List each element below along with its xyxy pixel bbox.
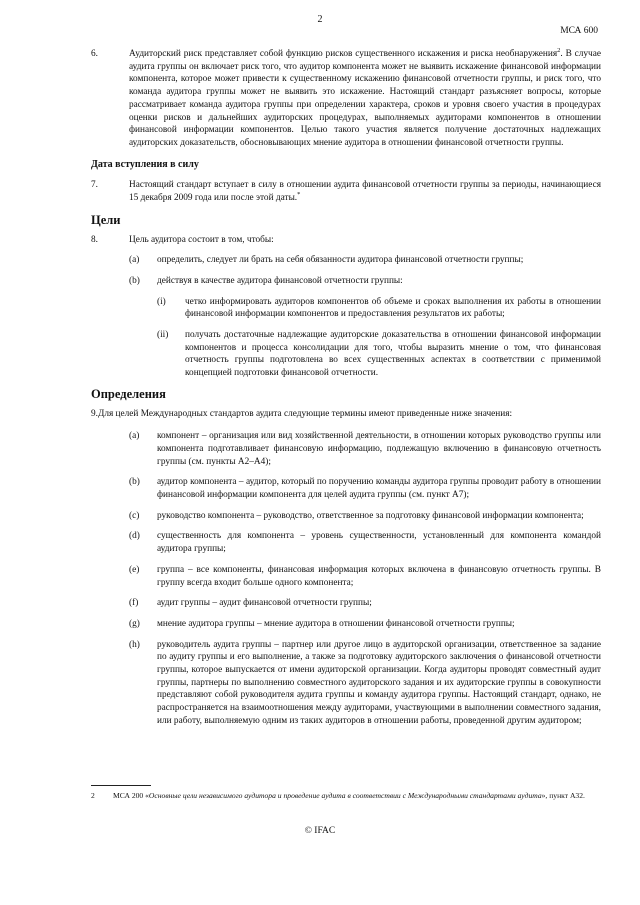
sub-list-item-label: (ii) (157, 329, 169, 340)
page-number: 2 (317, 14, 323, 25)
definition-text: аудитор компонента – аудитор, который по поручению команды аудитора группы проводит работу в отношении финансовой информации компонента для целей аудита группы (см. пункт A7); (157, 477, 601, 500)
definition-text: существенность для компонента – уровень существенности, установленный для компонента командой аудитора группы; (157, 531, 601, 555)
definition-item (129, 510, 601, 523)
definition-text: компонент – организация или вид хозяйственной деятельности, в отношении которых руководство группы или компонента подготавливает финансовую информацию, подлежащую включению в финансовую отчетность группы (см. пункты A2–A4); (157, 431, 601, 467)
definition-item (129, 530, 601, 555)
footnote (91, 791, 601, 801)
paragraph-8 (91, 234, 601, 247)
definition-item (129, 597, 601, 610)
definition-text: группа – все компоненты, финансовая информация которых включена в финансовую отчетность группы. В группу всегда входит больше одного компонента; (157, 564, 601, 588)
definition-label: (c) (129, 510, 140, 521)
paragraph-text-part: Настоящий стандарт вступает в силу в отношении аудита финансовой отчетности группы за периоды, начинающиеся 15 декабря 2009 года или после этой даты. (129, 180, 601, 204)
paragraph-7 (91, 179, 601, 204)
definition-item (129, 564, 601, 589)
footnote-divider (91, 785, 151, 786)
list-item (129, 275, 601, 288)
definition-label: (f) (129, 598, 139, 609)
definition-item (129, 430, 601, 468)
footnote-suffix: », пункт A32. (541, 791, 585, 800)
list-item-label: (b) (129, 275, 140, 286)
paragraph-6 (91, 48, 601, 150)
paragraph-number: 7. (91, 180, 98, 191)
document-code: МСА 600 (560, 26, 598, 36)
definition-item (129, 476, 601, 501)
sub-list-item-label: (i) (157, 296, 166, 307)
definition-label: (e) (129, 564, 140, 575)
definition-label: (b) (129, 477, 140, 488)
sub-list-item (157, 296, 601, 321)
section-heading-effective-date: Дата вступления в силу (91, 158, 199, 170)
paragraph-number: 6. (91, 49, 98, 59)
paragraph-text: Цель аудитора состоит в том, чтобы: (129, 235, 274, 246)
list-item-label: (a) (129, 255, 140, 266)
footnote-title: Основные цели независимого аудитора и проведение аудита в соответствии с Международными стандартами аудита (148, 791, 542, 800)
paragraph-text (129, 48, 601, 150)
page-content (91, 48, 601, 736)
paragraph-text-part: . В случае аудита группы он включает риск того, что аудитор компонента может не выявить искажение финансовой информации компонента, которое может привести к существенному искажению финансовой отчетности группы, и риск того, что команда аудитора группы может не выявить это искажение. Настоящий стандарт разъясняет вопросы, которые рассматривает команда аудитора группы при определении характера, сроков и уровня своего участия в процедурах оценки рисков и дальнейших аудиторских процедурах, выполняемых аудиторами компонентов в отношении финансовой информации компонентов. Целью такого участия является получение достаточных надлежащих аудиторских доказательств, обосновывающих мнение аудитора в отношении финансовой отчетности группы. (129, 49, 601, 148)
sub-list-item (157, 329, 601, 380)
definition-text: мнение аудитора группы – мнение аудитора в отношении финансовой отчетности группы; (157, 618, 515, 629)
list-item-text: определить, следует ли брать на себя обязанности аудитора финансовой отчетности группы; (157, 255, 524, 266)
sub-list-item-text: четко информировать аудиторов компонентов об объеме и сроках выполнения их работы в отношении финансовой информации компонентов и предоставления результатов их работы; (185, 296, 601, 320)
definition-item (129, 639, 601, 728)
paragraph-9-intro: 9.Для целей Международных стандартов аудита следующие термины имеют приведенные ниже значения: (91, 409, 513, 420)
footnote-label: 2 (91, 791, 95, 800)
definition-text: руководитель аудита группы – партнер или другое лицо в аудиторской организации, ответственное за задание по аудиту группы и его выполнение, а также за подготовку аудиторского заключения о финансовой отчетности группы, которое выпускается от имени аудиторской организации. Когда аудиторы проводят совместный аудит группы, партнеры по выполнению совместного аудиторского задания и их аудиторские группы в совокупности представляют собой руководителя аудита группы и команду аудитора группы. Настоящий стандарт, однако, не распространяется на взаимоотношения между аудиторами, участвующими в выполнении совместного задания, или работу, выполняемую одним из таких аудиторов в отношении работы, проведенной другим аудитором; (157, 639, 601, 726)
paragraph-text-part: Аудиторский риск представляет собой функцию рисков существенного искажения и риска необнаружения (129, 49, 558, 59)
footnote-reference[interactable]: 2 (557, 46, 561, 54)
definition-label: (g) (129, 618, 140, 629)
definition-label: (h) (129, 639, 140, 650)
section-heading-objectives: Цели (91, 212, 121, 227)
asterisk-mark: * (297, 190, 301, 198)
footnote-prefix: МСА 200 « (113, 791, 149, 800)
page-footer: © IFAC (304, 826, 336, 836)
definition-label: (a) (129, 431, 140, 442)
section-heading-definitions: Определения (91, 386, 166, 401)
sub-list-item-text: получать достаточные надлежащие аудиторские доказательства в отношении финансовой информации компонентов и процесса консолидации для того, чтобы выразить мнение о том, что финансовая отчетность группы подготовлена во всех существенных аспектах в соответствии с применимой концепцией подготовки финансовой отчетности. (185, 329, 601, 379)
definition-label: (d) (129, 531, 140, 542)
footnote-text (113, 791, 585, 801)
definition-text: аудит группы – аудит финансовой отчетности группы; (157, 598, 372, 609)
list-item (129, 254, 601, 267)
paragraph-number: 8. (91, 235, 98, 246)
definition-text: руководство компонента – руководство, ответственное за подготовку финансовой информации компонента; (157, 510, 584, 521)
definition-item (129, 618, 601, 631)
paragraph-text (129, 179, 601, 204)
list-item-text: действуя в качестве аудитора финансовой отчетности группы: (157, 275, 403, 286)
